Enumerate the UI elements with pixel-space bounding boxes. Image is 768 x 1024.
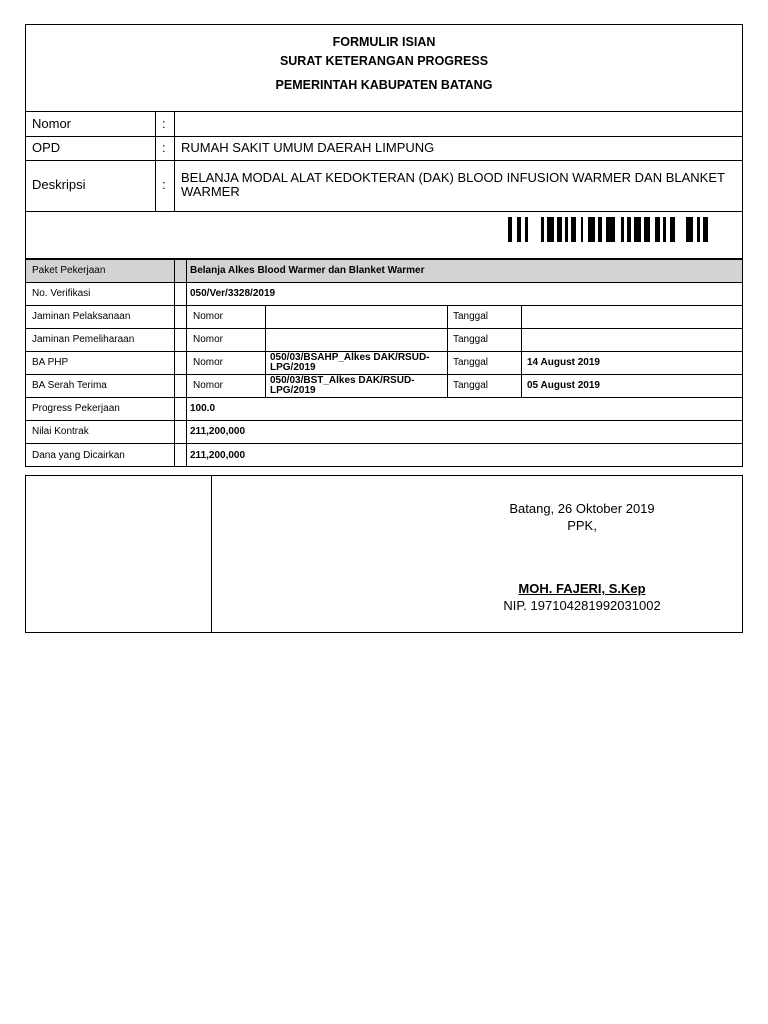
deskripsi-label: Deskripsi <box>32 177 86 192</box>
divider <box>25 111 743 112</box>
divider <box>521 305 522 397</box>
divider <box>25 211 743 212</box>
jaminan-pemeliharaan-tanggal-label: Tanggal <box>453 334 489 345</box>
ba-php-nomor-label: Nomor <box>193 357 224 368</box>
dana-label: Dana yang Dicairkan <box>32 450 125 461</box>
progress-label: Progress Pekerjaan <box>32 403 120 414</box>
divider <box>25 160 743 161</box>
nilai-kontrak-value: 211,200,000 <box>190 426 246 437</box>
jaminan-pelaksanaan-nomor-label: Nomor <box>193 311 224 322</box>
signature-place-date: Batang, 26 Oktober 2019 <box>509 501 655 516</box>
jaminan-pemeliharaan-label: Jaminan Pemeliharaan <box>32 334 135 345</box>
verifikasi-label: No. Verifikasi <box>32 288 91 299</box>
divider <box>25 136 743 137</box>
opd-label: OPD <box>32 140 61 155</box>
jaminan-pelaksanaan-tanggal-label: Tanggal <box>453 311 489 322</box>
ba-serah-nomor: 050/03/BST_Alkes DAK/RSUD-LPG/2019 <box>270 375 415 396</box>
nomor-label: Nomor <box>32 116 72 131</box>
paket-label: Paket Pekerjaan <box>32 265 106 276</box>
form-title-line1: FORMULIR ISIAN <box>332 35 436 49</box>
jaminan-pelaksanaan-label: Jaminan Pelaksanaan <box>32 311 131 322</box>
divider <box>174 111 175 211</box>
divider <box>25 397 743 398</box>
ba-serah-tanggal-label: Tanggal <box>453 380 489 391</box>
ba-php-label: BA PHP <box>32 357 69 368</box>
divider <box>174 259 175 467</box>
deskripsi-value: BELANJA MODAL ALAT KEDOKTERAN (DAK) BLOOD INFUSION WARMER DAN BLANKET WARMER <box>181 170 725 199</box>
signature-name: MOH. FAJERI, S.Kep <box>518 581 646 596</box>
form-title-line3: PEMERINTAH KABUPATEN BATANG <box>275 78 493 92</box>
divider <box>155 111 156 211</box>
signature-role: PPK, <box>567 518 597 533</box>
dana-value: 211,200,000 <box>190 450 246 461</box>
ba-php-tanggal: 14 August 2019 <box>527 357 600 368</box>
progress-value: 100.0 <box>190 403 216 414</box>
opd-value: RUMAH SAKIT UMUM DAERAH LIMPUNG <box>181 140 435 155</box>
form-title-line2: SURAT KETERANGAN PROGRESS <box>279 54 489 68</box>
divider <box>25 443 743 444</box>
barcode <box>508 217 710 242</box>
deskripsi-colon: : <box>162 177 166 192</box>
ba-serah-tanggal: 05 August 2019 <box>527 380 600 391</box>
paket-value: Belanja Alkes Blood Warmer dan Blanket Warmer <box>190 265 425 276</box>
ba-serah-nomor-label: Nomor <box>193 380 224 391</box>
divider <box>447 305 448 397</box>
nomor-colon: : <box>162 116 166 131</box>
nilai-kontrak-label: Nilai Kontrak <box>32 426 89 437</box>
divider <box>25 305 743 306</box>
verifikasi-value: 050/Ver/3328/2019 <box>190 288 276 299</box>
ba-php-tanggal-label: Tanggal <box>453 357 489 368</box>
ba-serah-label: BA Serah Terima <box>32 380 107 391</box>
divider <box>265 305 266 397</box>
divider <box>25 328 743 329</box>
divider <box>25 282 743 283</box>
divider <box>186 259 187 467</box>
divider <box>25 420 743 421</box>
ba-php-nomor: 050/03/BSAHP_Alkes DAK/RSUD-LPG/2019 <box>270 352 430 373</box>
divider <box>211 475 212 633</box>
opd-colon: : <box>162 140 166 155</box>
signature-nip: NIP. 197104281992031002 <box>503 598 661 613</box>
jaminan-pemeliharaan-nomor-label: Nomor <box>193 334 224 345</box>
